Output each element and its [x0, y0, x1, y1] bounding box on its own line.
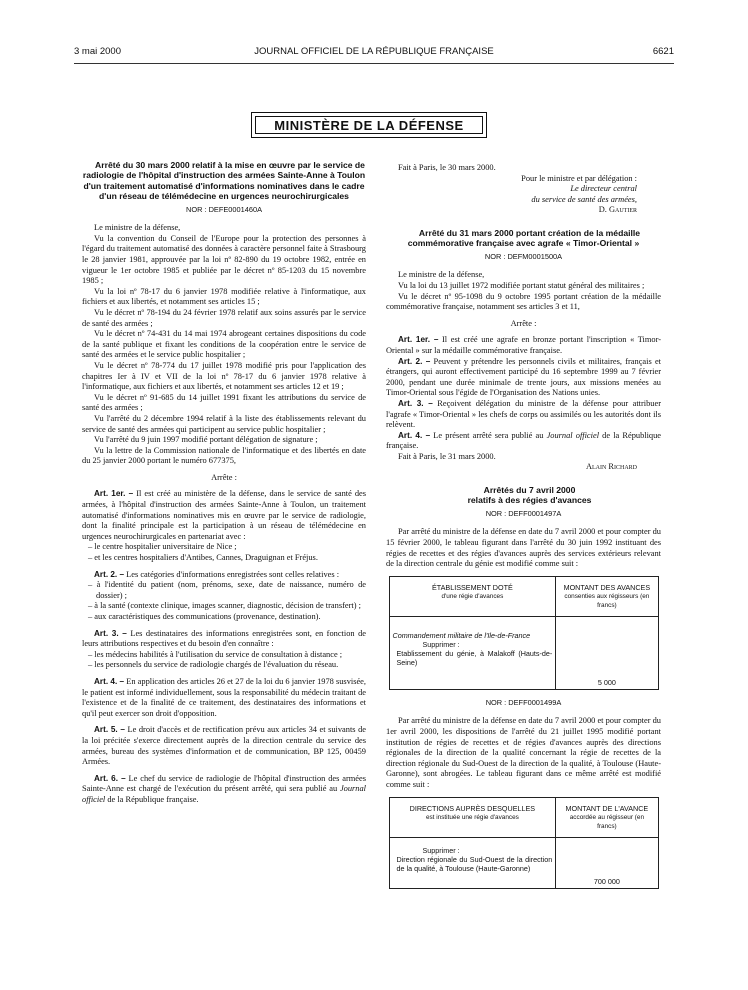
list-item: – aux caractéristiques des communications (provenance, destination). — [82, 612, 366, 623]
article-4: Art. 4. – En application des articles 26 et 27 de la loi du 6 janvier 1978 susvisée, le patient est informé individuellement, sous la responsabilité du médecin traitant de l'existence et de la finalité de ce traitement, des destinataires des informations et qu'il peut exercer son droit d'opposition. — [82, 676, 366, 718]
list-item: – les personnels du service de radiologie chargés de l'évaluation du réseau. — [82, 660, 366, 671]
visa-4: Vu le décret nº 74-431 du 14 mai 1974 abrogeant certaines dispositions du code de la santé publique et fixant les conditions de la coopération entre le service de santé des armées et le service public hospitalier ; — [82, 329, 366, 360]
signature-delegation: Pour le ministre et par délégation : — [521, 173, 637, 183]
page-header — [74, 46, 674, 60]
list-item: – et les centres hospitaliers d'Antibes, Cannes, Draguignan et Fréjus. — [82, 553, 366, 564]
header-journal-title: JOURNAL OFFICIEL DE LA RÉPUBLIQUE FRANÇAISE — [254, 46, 494, 57]
regie-text-1: Par arrêté du ministre de la défense en date du 7 avril 2000 et pour compter du 15 février 2000, le tableau figurant dans l'arrêté du 30 juin 1992 instituant des régies de recettes et des régies d'avances auprès des services extérieurs relevant de la direction centrale du génie est modifié comme suit : — [386, 527, 661, 569]
right-column — [386, 163, 661, 897]
signature-place-date-2: Fait à Paris, le 31 mars 2000. — [398, 451, 496, 461]
decree-title-3-line2: relatifs à des régies d'avances — [467, 495, 592, 506]
header-date: 3 mai 2000 — [74, 46, 122, 57]
article-3: Art. 3. – Les destinataires des informations enregistrées sont, en fonction de leurs attributions respectives et du besoin d'en connaître : — [82, 628, 366, 649]
list-item: – le centre hospitalier universitaire de Nice ; — [82, 542, 366, 553]
decree-title-2: Arrêté du 31 mars 2000 portant création de la médaille commémorative française avec agrafe « Timor-Oriental » — [407, 227, 641, 249]
signature-role-2: du service de santé des armées, — [531, 194, 637, 204]
article-6: Art. 6. – Le chef du service de radiologie de l'hôpital d'instruction des armées Sainte-Anne est chargé de l'exécution du présent arrêté, qui sera publié au Journal officiel de la République française. — [82, 773, 366, 804]
table2-row-supprimer: Supprimer : — [422, 845, 460, 855]
table2-header-2-sub: accordée au régisseur (en francs) — [569, 813, 644, 830]
table1-row-establishment: Etablissement du génie, à Malakoff (Hauts-de-Seine) — [396, 648, 553, 667]
table2-row-direction: Direction régionale du Sud-Ouest de la direction de la qualité, à Toulouse (Haute-Garonne) — [396, 854, 553, 873]
signature-place-date-1: Fait à Paris, le 30 mars 2000. — [398, 163, 496, 172]
list-item: – les médecins habilités à l'utilisation du service de consultation à distance ; — [82, 650, 366, 661]
visa-6: Vu le décret nº 91-685 du 14 juillet 1991 fixant les attributions du service de santé des armées ; — [82, 392, 366, 413]
visa-2: Vu la loi nº 78-17 du 6 janvier 1978 modifiée relative à l'informatique, aux fichiers et aux libertés, et notamment ses articles 15 ; — [82, 286, 366, 307]
nor-3: NOR : DEFF0001497A — [485, 508, 562, 518]
visa-5: Vu le décret nº 78-774 du 17 juillet 1978 modifié pris pour l'application des chapitres Ier à IV et VII de la loi nº 78-17 du 6 janvier 1978 relative à l'informatique, aux fichiers et aux libertés, et notamment ses articles 12 et 19 ; — [82, 360, 366, 392]
header-rule — [74, 63, 674, 64]
r-article-1: Art. 1er. – Il est créé une agrafe en bronze portant l'inscription « Timor-Oriental » sur la médaille commémorative française. — [386, 335, 661, 355]
header-page-number: 6621 — [652, 46, 674, 57]
table2-header-1-sub: est instituée une régie d'avances — [425, 813, 519, 821]
nor-2: NOR : DEFM0001500A — [484, 251, 563, 261]
article-3-list — [82, 650, 366, 671]
article-2: Art. 2. – Les catégories d'informations enregistrées sont celles relatives : — [94, 569, 340, 579]
visa-7: Vu l'arrêté du 2 décembre 1994 relatif à la liste des établissements relevant du service de santé des armées qui participent au service public hospitalier ; — [82, 413, 366, 434]
r-article-2: Art. 2. – Peuvent y prétendre les personnels civils et militaires, français et étrangers, qui auront effectivement participé du 16 septembre 1999 au 7 février 2000, pendant une durée minimale de trente jours, aux missions menées au Timor-Oriental sous l'égide de l'Organisation des Nations unies. — [386, 356, 661, 398]
table2-header-2: MONTANT DE L'AVANCE — [565, 803, 649, 813]
article-5: Art. 5. – Le droit d'accès et de rectification prévu aux articles 34 et suivants de la loi précitée s'exerce directement auprès de la direction centrale du service des armées, bureau des systèmes d'information et de communication, BP 125, 00459 Armées. — [82, 725, 366, 767]
table1-row-supprimer: Supprimer : — [422, 639, 460, 649]
regie-text-2: Par arrêté du ministre de la défense en date du 7 avril 2000 et pour compter du 1er avril 2000, les dispositions de l'arrêté du 21 juillet 1995 modifié portant institution de régies de recettes et de régies d'avances auprès des directions régionales de la direction de la qualité concernant la régie de recettes de la direction régionale du Sud-Ouest de la direction de la qualité, à Toulouse (Haute-Garonne), sont abrogées. Le tableau figurant dans ce même arrêté est modifié comme suit : — [386, 716, 661, 789]
signature-name-1: D. Gautier — [598, 205, 637, 215]
signature-role-1: Le directeur central — [570, 184, 637, 194]
visa-r2: Vu le décret nº 95-1098 du 9 octobre 1995 portant création de la médaille commémorative française, notamment ses articles 3 et 11, — [386, 291, 661, 312]
signature-name-2: Alain Richard — [585, 462, 637, 472]
table2-value: 700 000 — [556, 837, 658, 888]
table1-header-2-sub: consenties aux régisseurs (en francs) — [564, 592, 650, 609]
decree-title-1: Arrêté du 30 mars 2000 relatif à la mise en œuvre par le service de radiologie de l'hôpital d'instruction des armées Sainte-Anne à Toulon d'un traitement automatisé d'informations nominatives dans le cadre d'un réseau de télémédecine en urgences neurochirurgicales — [82, 160, 366, 202]
minister-intro-2: Le ministre de la défense, — [398, 270, 485, 280]
r-article-4: Art. 4. – Le présent arrêté sera publié au Journal officiel de la République française. — [386, 430, 662, 451]
visa-8: Vu l'arrêté du 9 juin 1997 modifié portant délégation de signature ; — [94, 435, 318, 445]
minister-intro: Le ministre de la défense, — [94, 223, 181, 233]
visa-1: Vu la convention du Conseil de l'Europe pour la protection des personnes à l'égard du traitement automatisé des données à caractère personnel faite à Strasbourg le 28 janvier 1981, approuvée par la loi nº 82-890 du 19 octobre 1982, entrée en vigueur le 1er octobre 1985 et publiée par le décret nº 85-1203 du 15 novembre 1985 ; — [82, 233, 366, 286]
ministry-box — [251, 112, 487, 138]
regie-table-1 — [389, 576, 659, 690]
table1-header-2: MONTANT DES AVANCES — [563, 582, 651, 592]
nor-1: NOR : DEFE0001460A — [186, 204, 262, 214]
article-2-list — [82, 580, 366, 622]
r-article-3: Art. 3. – Reçoivent délégation du ministre de la défense pour attribuer l'agrafe « Timor-Oriental » les chefs de corps ou assimilés ou les autorités dont ils relèvent. — [386, 398, 661, 430]
table1-row-command: Commandement militaire de l'Ile-de-France — [392, 630, 531, 640]
table2-header-1: DIRECTIONS AUPRÈS DESQUELLES — [409, 803, 536, 813]
visa-3: Vu le décret nº 78-194 du 24 février 1978 relatif aux soins assurés par le service de santé des armées ; — [82, 307, 366, 328]
decree-title-3-line1: Arrêtés du 7 avril 2000 — [483, 485, 576, 496]
arrete-label: Arrête : — [211, 472, 237, 482]
article-1-list — [82, 542, 366, 563]
table1-value: 5 000 — [556, 616, 658, 689]
visa-r1: Vu la loi du 13 juillet 1972 modifiée portant statut général des militaires ; — [398, 280, 645, 290]
left-column — [82, 160, 366, 806]
visa-9: Vu la lettre de la Commission nationale de l'informatique et des libertés en date du 25 janvier 2000 portant le numéro 677375, — [82, 445, 366, 466]
table1-header-1: ÉTABLISSEMENT DOTÉ — [431, 582, 513, 592]
list-item: – à la santé (contexte clinique, images scanner, diagnostic, décision de transfert) ; — [82, 601, 366, 612]
article-1: Art. 1er. – Il est créé au ministère de la défense, dans le service de santé des armées, à l'hôpital d'instruction des armées Sainte-Anne à Toulon, un traitement automatisé d'informations nominatives mis en œuvre par le service de radiologie, dont la finalité principale est la participation à un réseau de télémédecine en urgences neurochirurgicales en partenariat avec : — [82, 489, 366, 541]
arrete-label-2: Arrête : — [510, 318, 537, 328]
regie-table-2 — [389, 797, 659, 889]
ministry-title: MINISTÈRE DE LA DÉFENSE — [255, 116, 483, 134]
table1-header-1-sub: d'une régie d'avances — [441, 592, 504, 600]
list-item: – à l'identité du patient (nom, prénoms, sexe, date de naissance, numéro de dossier) ; — [82, 580, 366, 601]
nor-4: NOR : DEFF0001499A — [485, 697, 562, 707]
